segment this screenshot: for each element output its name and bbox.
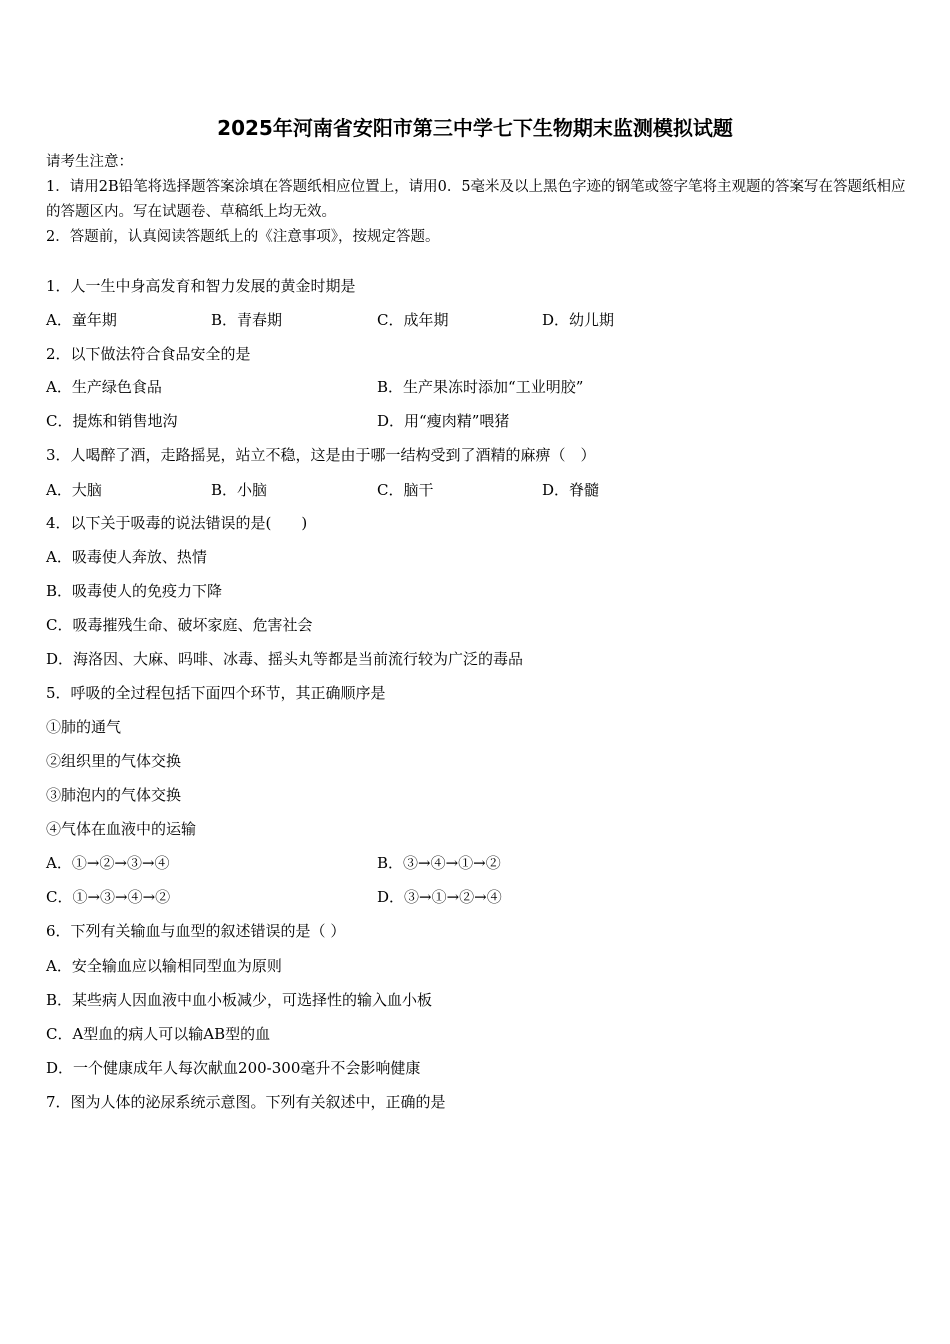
option-d[interactable]: D．脊髓 [542, 481, 600, 499]
question-5-options-row2 [46, 886, 906, 908]
question-2-stem: 2．以下做法符合食品安全的是 [46, 345, 251, 363]
question-4-option-b[interactable]: B．吸毒使人的免疫力下降 [46, 582, 223, 600]
option-c[interactable]: C．成年期 [377, 311, 449, 329]
question-7-stem: 7．图为人体的泌尿系统示意图。下列有关叙述中，正确的是 [46, 1093, 446, 1111]
question-5-options-row1 [46, 852, 906, 874]
question-1-stem: 1．人一生中身高发育和智力发展的黄金时期是 [46, 277, 356, 295]
exam-title: 2025年河南省安阳市第三中学七下生物期末监测模拟试题 [217, 116, 733, 140]
option-c[interactable]: C．①→③→④→② [46, 888, 171, 906]
question-1-options [46, 309, 906, 331]
question-4-option-c[interactable]: C．吸毒摧残生命、破坏家庭、危害社会 [46, 616, 313, 634]
question-6-option-d[interactable]: D．一个健康成年人每次献血200-300毫升不会影响健康 [46, 1059, 421, 1077]
question-4-option-a[interactable]: A．吸毒使人奔放、热情 [46, 548, 207, 566]
option-a[interactable]: A．童年期 [46, 311, 117, 329]
question-6-stem: 6．下列有关输血与血型的叙述错误的是（ ） [46, 922, 346, 940]
question-5-step-3: ③肺泡内的气体交换 [46, 786, 182, 804]
question-4-option-d[interactable]: D．海洛因、大麻、吗啡、冰毒、摇头丸等都是当前流行较为广泛的毒品 [46, 650, 524, 668]
notice-item-2: 2．答题前，认真阅读答题纸上的《注意事项》，按规定答题。 [46, 229, 440, 245]
question-5-step-4: ④气体在血液中的运输 [46, 820, 197, 838]
notice-heading: 请考生注意： [46, 154, 133, 170]
question-3-stem: 3．人喝醉了酒，走路摇晃，站立不稳，这是由于哪一结构受到了酒精的麻痹（ ） [46, 446, 596, 464]
option-a[interactable]: A．①→②→③→④ [46, 854, 170, 872]
notice-item-1: 1．请用2B铅笔将选择题答案涂填在答题纸相应位置上，请用0．5毫米及以上黑色字迹的钢笔或签字笔将主观题的答案写在答题纸相应的答题区内。写在试题卷、草稿纸上均无效。 [46, 179, 906, 220]
question-2-options-row2 [46, 410, 906, 432]
question-5-stem: 5．呼吸的全过程包括下面四个环节，其正确顺序是 [46, 684, 386, 702]
option-c[interactable]: C．提炼和销售地沟 [46, 412, 178, 430]
question-4-stem: 4．以下关于吸毒的说法错误的是( ) [46, 514, 308, 532]
question-6-option-c[interactable]: C．A型血的病人可以输AB型的血 [46, 1025, 271, 1043]
option-a[interactable]: A．大脑 [46, 481, 102, 499]
question-3-options [46, 479, 906, 501]
question-6-option-a[interactable]: A．安全输血应以输相同型血为原则 [46, 957, 282, 975]
option-c[interactable]: C．脑干 [377, 481, 434, 499]
question-6-option-b[interactable]: B．某些病人因血液中血小板减少，可选择性的输入血小板 [46, 991, 433, 1009]
option-d[interactable]: D．幼儿期 [542, 311, 615, 329]
option-b[interactable]: B．小脑 [211, 481, 268, 499]
option-d[interactable]: D．用“瘦肉精”喂猪 [377, 412, 510, 430]
option-b[interactable]: B．③→④→①→② [377, 854, 501, 872]
question-5-step-1: ①肺的通气 [46, 718, 122, 736]
option-b[interactable]: B．青春期 [211, 311, 283, 329]
option-a[interactable]: A．生产绿色食品 [46, 378, 162, 396]
question-2-options-row1 [46, 376, 906, 398]
question-5-step-2: ②组织里的气体交换 [46, 752, 182, 770]
option-b[interactable]: B．生产果冻时添加“工业明胶” [377, 378, 584, 396]
option-d[interactable]: D．③→①→②→④ [377, 888, 502, 906]
